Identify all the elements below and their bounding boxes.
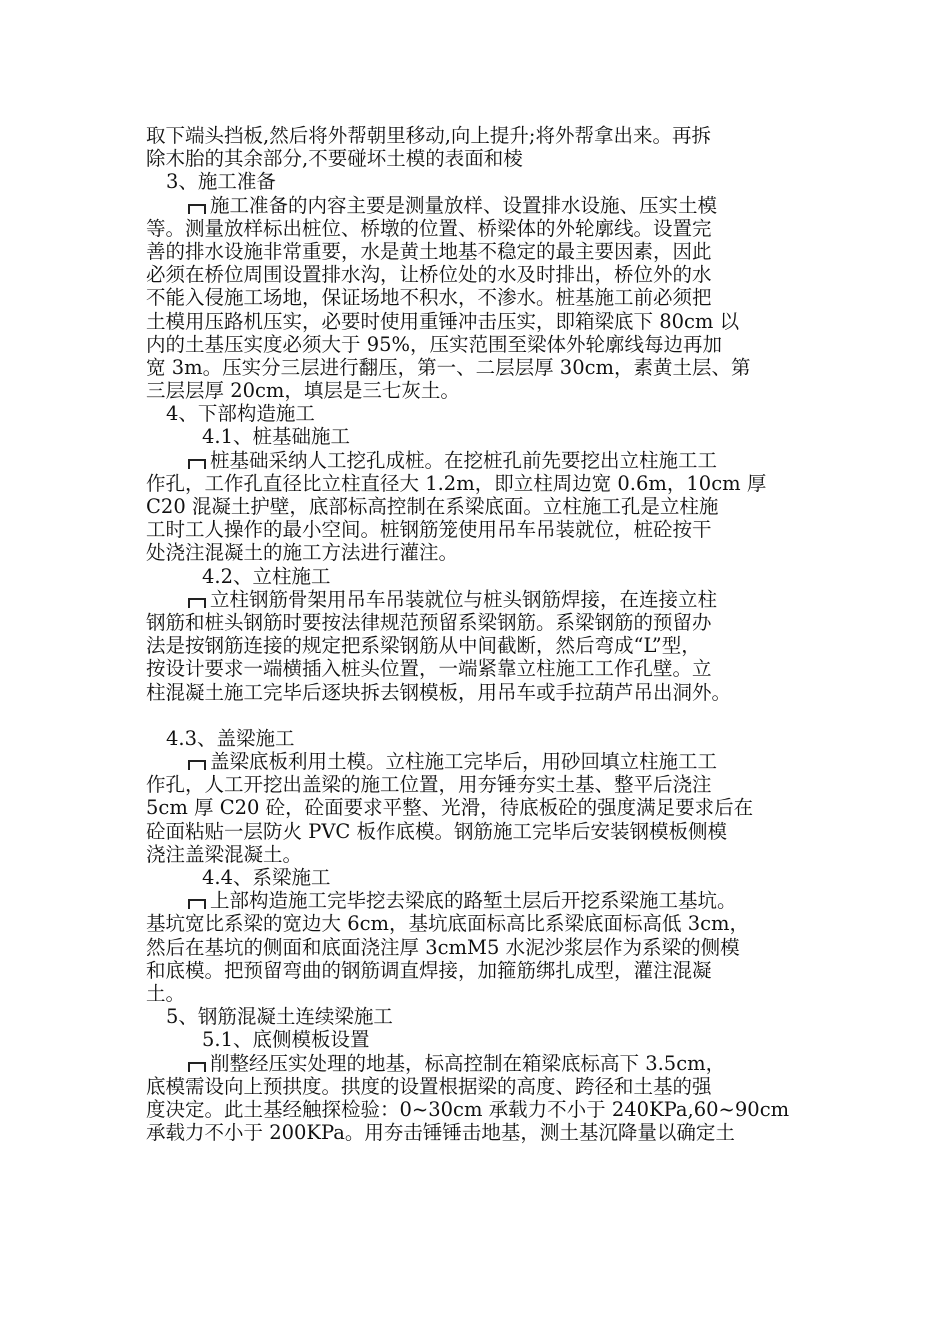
text-line: 除木胎的其余部分,不要碰坏土模的表面和棱 [146, 147, 523, 171]
section-heading-5-1: 5.1、底侧模板设置 [202, 1028, 370, 1052]
text-line: 作孔，人工开挖出盖梁的施工位置，用夯锤夯实土基、整平后浇注 [146, 773, 712, 797]
text-line: 基坑宽比系梁的宽边大 6cm，基坑底面标高比系梁底面标高低 3cm， [146, 912, 750, 936]
text-line: 桩基础采纳人工挖孔成桩。在挖桩孔前先要挖出立柱施工工 [146, 449, 806, 472]
text-line: 砼面粘贴一层防火 PVC 板作底模。钢筋施工完毕后安装钢模板侧模 [146, 819, 728, 843]
section-heading-4: 4、下部构造施工 [166, 402, 315, 426]
text-line: 法是按钢筋连接的规定把系梁钢筋从中间截断，然后弯成“L”型， [146, 634, 701, 658]
text-line: 立柱钢筋骨架用吊车吊装就位与桩头钢筋焊接，在连接立柱 [146, 588, 806, 611]
text-line: 按设计要求一端横插入桩头位置，一端紧靠立柱施工工作孔壁。立 [146, 657, 712, 681]
text-line: 度决定。此土基经触探检验：0~30cm 承载力不小于 240KPa,60~90cm [146, 1097, 790, 1121]
section-heading-4-2: 4.2、立柱施工 [202, 564, 331, 588]
section-heading-3: 3、施工准备 [166, 170, 276, 194]
text-line: 三层层厚 20cm，填层是三七灰土。 [146, 379, 460, 403]
text-line: 削整经压实处理的地基，标高控制在箱梁底标高下 3.5cm， [146, 1052, 806, 1075]
text-line: 柱混凝土施工完毕后逐块拆去钢模板，用吊车或手拉葫芦吊出洞外。 [146, 680, 732, 704]
text-line: C20 混凝土护壁，底部标高控制在系梁底面。立柱施工孔是立柱施 [146, 495, 719, 518]
text-line: 土模用压路机压实，必要时使用重锤冲击压实，即箱梁底下 80cm 以 [146, 309, 740, 333]
paragraph-mark-icon [188, 760, 206, 770]
paragraph-mark-icon [188, 459, 206, 469]
text-line: 必须在桥位周围设置排水沟，让桥位处的水及时排出，桥位外的水 [146, 263, 712, 287]
paragraph-mark-icon [188, 204, 206, 214]
paragraph-mark-icon [188, 1062, 206, 1072]
text-line: 和底模。把预留弯曲的钢筋调直焊接，加箍筋绑扎成型，灌注混凝 [146, 958, 712, 982]
text-line: 土。 [146, 981, 186, 1005]
paragraph-mark-icon [188, 899, 206, 909]
text-line: 然后在基坑的侧面和底面浇注厚 3cmM5 水泥沙浆层作为系梁的侧模 [146, 935, 740, 959]
text-line: 工时工人操作的最小空间。桩钢筋笼使用吊车吊装就位，桩砼按干 [146, 518, 712, 542]
section-heading-4-3: 4.3、盖梁施工 [166, 726, 295, 750]
text-line: 处浇注混凝土的施工方法进行灌注。 [146, 541, 459, 565]
blank-line [146, 704, 806, 727]
text-line: 浇注盖梁混凝土。 [146, 842, 303, 866]
text-line: 上部构造施工完毕挖去梁底的路堑土层后开挖系梁施工基坑。 [146, 889, 806, 912]
text-line: 内的土基压实度必须大于 95%，压实范围至梁体外轮廓线每边再加 [146, 332, 723, 356]
document-body [146, 124, 806, 1144]
text-line: 作孔，工作孔直径比立柱直径大 1.2m，即立柱周边宽 0.6m，10cm 厚 [146, 471, 767, 495]
text-line: 承载力不小于 200KPa。用夯击锤锤击地基，测土基沉降量以确定土 [146, 1121, 735, 1145]
section-heading-4-1: 4.1、桩基础施工 [202, 425, 351, 449]
text-line: 等。测量放样标出桩位、桥墩的位置、桥梁体的外轮廓线。设置完 [146, 216, 712, 240]
text-line: 善的排水设施非常重要，水是黄土地基不稳定的最主要因素，因此 [146, 239, 712, 263]
section-heading-5: 5、钢筋混凝土连续梁施工 [166, 1005, 393, 1029]
text-line: 钢筋和桩头钢筋时要按法律规范预留系梁钢筋。系梁钢筋的预留办 [146, 610, 712, 634]
text-line: 5cm 厚 C20 砼，砼面要求平整、光滑，待底板砼的强度满足要求后在 [146, 796, 754, 820]
section-heading-4-4: 4.4、系梁施工 [202, 866, 331, 889]
text-line: 底模需设向上预拱度。拱度的设置根据梁的高度、跨径和土基的强 [146, 1074, 712, 1098]
text-line: 取下端头挡板,然后将外帮朝里移动,向上提升;将外帮拿出来。再拆 [146, 124, 711, 147]
text-line: 盖梁底板利用土模。立柱施工完毕后，用砂回填立柱施工工 [146, 750, 806, 773]
text-line: 不能入侵施工场地，保证场地不积水，不渗水。桩基施工前必须把 [146, 286, 712, 310]
text-line: 施工准备的内容主要是测量放样、设置排水设施、压实土模 [146, 194, 806, 217]
text-line: 宽 3m。压实分三层进行翻压，第一、二层层厚 30cm，素黄土层、第 [146, 355, 751, 379]
paragraph-mark-icon [188, 598, 206, 608]
